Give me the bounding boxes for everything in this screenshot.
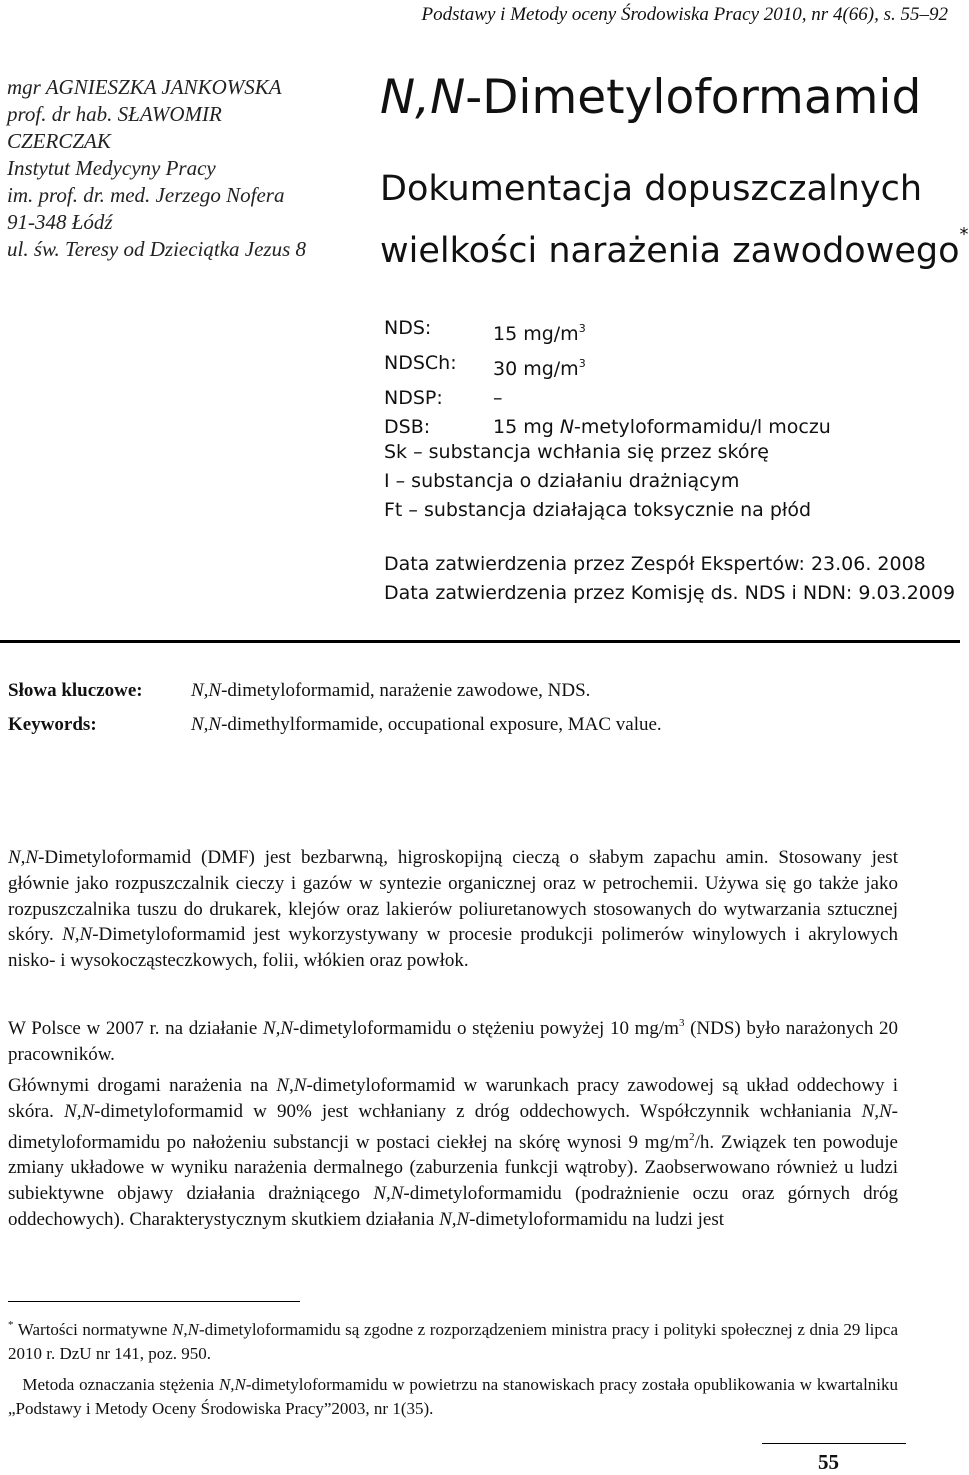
p1-text-a: -Dimetyloformamid (DMF) jest bezbarwną, higroskopijną cieczą o słabym zapachu amin. Stosowany jest głównie jako rozpuszczalnik cieczy i gazów w syntezie organicznej oraz w petrochemii. Używa się go także jako rozpuszczalnika tuszu do drukarek, klejów oraz lakierów poliuretanowych stosowanych do wytwarzania sztucznej skóry. xyxy=(8,847,898,946)
dsb-rest: -metyloformamidu/l moczu xyxy=(574,416,831,438)
p2-superscript: 3 xyxy=(678,1017,685,1029)
approval-date-commission: Data zatwierdzenia przez Komisję ds. NDS i NDN: 9.03.2009 xyxy=(384,582,956,604)
p3-superscript: 2 xyxy=(689,1130,695,1143)
page-number-rule xyxy=(762,1443,906,1444)
nn-italic: N,N xyxy=(8,847,39,868)
keywords-labels xyxy=(8,674,143,742)
nn-italic: N,N xyxy=(276,1075,307,1096)
fn2-text-a: Metoda oznaczania stężenia xyxy=(22,1375,219,1394)
keywords-pl-label: Słowa kluczowe: xyxy=(8,680,143,701)
author-line: prof. dr hab. SŁAWOMIR xyxy=(7,102,222,126)
substance-notations xyxy=(384,438,811,525)
body-paragraph-3 xyxy=(8,1073,898,1233)
cube-superscript: 3 xyxy=(578,322,586,335)
ndsp-value: – xyxy=(493,387,503,409)
nn-italic: N,N xyxy=(191,714,222,735)
approval-dates xyxy=(384,550,955,608)
footnote-marker: * xyxy=(959,224,969,245)
nn-italic: N,N xyxy=(62,924,93,946)
nds-row xyxy=(384,314,831,349)
footnote-1 xyxy=(8,1313,898,1366)
dsb-italic: N xyxy=(559,416,575,438)
ndsch-value-text: 30 mg/m xyxy=(493,358,579,380)
document-subtitle xyxy=(380,166,969,274)
notation-ft: Ft – substancja działająca toksycznie na płód xyxy=(384,499,812,521)
keywords-pl-value xyxy=(191,674,662,708)
approval-date-experts: Data zatwierdzenia przez Zespół Ekspertów: 23.06. 2008 xyxy=(384,553,926,575)
ndsp-row xyxy=(384,384,831,413)
p2-text-c: (NDS) było narażonych 20 pracowników. xyxy=(8,1018,898,1065)
keywords-pl-text: -dimetyloformamid, narażenie zawodowe, NDS. xyxy=(221,680,591,701)
nn-italic: N,N xyxy=(439,1208,470,1230)
p3-text-f: -dimetyloformamidu (podrażnienie oczu oraz górnych dróg oddechowych). Charakterystycznym skutkiem działania xyxy=(8,1183,899,1230)
keywords-en-label: Keywords: xyxy=(8,714,97,735)
title-rest: -Dimetyloformamid xyxy=(465,70,922,125)
author-line: mgr AGNIESZKA JANKOWSKA xyxy=(7,75,282,99)
ndsch-value xyxy=(493,349,586,384)
notation-sk: Sk – substancja wchłania się przez skórę xyxy=(384,441,769,463)
p3-text-d: -dimetyloformamidu po nałożeniu substancji w postaci ciekłej na skórę wynosi 9 mg/m xyxy=(8,1100,898,1153)
keywords-en-value xyxy=(191,708,662,742)
nds-label: NDS: xyxy=(384,317,432,339)
title-prefix: N,N xyxy=(380,70,466,125)
dsb-prefix: 15 mg xyxy=(493,416,560,438)
author-line: ul. św. Teresy od Dzieciątka Jezus 8 xyxy=(7,237,307,261)
author-line: im. prof. dr. med. Jerzego Nofera xyxy=(7,183,285,207)
nn-italic: N,N xyxy=(64,1100,95,1122)
subtitle-line-2-text: wielkości narażenia zawodowego xyxy=(380,231,960,271)
ndsch-row xyxy=(384,349,831,384)
dsb-label: DSB: xyxy=(384,416,431,438)
subtitle-line-2 xyxy=(380,212,969,274)
document-title xyxy=(380,70,921,126)
keywords-values xyxy=(191,674,662,742)
author-line: Instytut Medycyny Pracy xyxy=(7,156,216,180)
body-paragraph-1 xyxy=(8,845,898,974)
ndsp-label: NDSP: xyxy=(384,387,443,409)
body-paragraph-2 xyxy=(8,1011,898,1068)
keywords-en-text: -dimethylformamide, occupational exposure, MAC value. xyxy=(221,714,662,735)
fn1-text-a: Wartości normatywne xyxy=(13,1320,172,1339)
p3-text-b: -dimetyloformamid w warunkach pracy zawodowej są układ oddechowy i skóra. xyxy=(8,1075,898,1122)
footnote-divider xyxy=(8,1301,300,1302)
p2-text-a: W Polsce w 2007 r. na działanie xyxy=(8,1018,263,1039)
subtitle-line-1: Dokumentacja dopuszczalnych xyxy=(380,169,923,209)
footnote-marker: * xyxy=(8,1319,14,1331)
p1-text-b: -Dimetyloformamid jest wykorzystywany w procesie produkcji polimerów winylowych i akrylowych nisko- i wysokocząsteczkowych, folii, włókien oraz powłok. xyxy=(8,924,898,972)
nn-italic: N,N xyxy=(262,1018,294,1039)
section-divider xyxy=(0,640,960,643)
fn1-text-b: -dimetyloformamidu są zgodne z rozporządzeniem ministra pracy i polityki społecznej z dnia 29 lipca 2010 r. DzU nr 141, poz. 950. xyxy=(8,1320,898,1363)
p3-text-g: -dimetyloformamidu na ludzi jest xyxy=(469,1208,725,1230)
page-number: 55 xyxy=(818,1450,839,1474)
nn-italic: N,N xyxy=(373,1183,404,1205)
notation-i: I – substancja o działaniu drażniącym xyxy=(384,470,740,492)
nn-italic: N,N xyxy=(861,1100,892,1122)
nn-italic: N,N xyxy=(191,680,222,701)
footnote-2 xyxy=(8,1373,898,1421)
journal-citation: Podstawy i Metody oceny Środowiska Pracy 2010, nr 4(66), s. 55–92 xyxy=(421,4,948,25)
p3-text-e: /h. Związek ten powoduje zmiany układowe w wyniku narażenia dermalnego (zaburzenia funkcji wątroby). Zaobserwowano również u ludzi subiektywne objawy działania drażniącego xyxy=(8,1131,898,1205)
nn-italic: N,N xyxy=(172,1320,199,1339)
nn-italic: N,N xyxy=(218,1375,246,1394)
ndsch-label: NDSCh: xyxy=(384,352,457,374)
p3-text-c: -dimetyloformamid w 90% jest wchłaniany z dróg oddechowych. Współczynnik wchłaniania xyxy=(94,1100,862,1122)
p2-text-b: -dimetyloformamidu o stężeniu powyżej 10 mg/m xyxy=(293,1018,679,1039)
author-line: CZERCZAK xyxy=(7,129,111,153)
cube-superscript: 3 xyxy=(578,357,586,370)
fn2-text-b: -dimetyloformamidu w powietrzu na stanowiskach pracy została opublikowania w kwartalniku „Podstawy i Metody Oceny Środowiska Pracy”2003, nr 1(35). xyxy=(8,1375,899,1418)
nds-value-text: 15 mg/m xyxy=(493,323,579,345)
author-line: 91-348 Łódź xyxy=(7,210,113,234)
exposure-limits xyxy=(384,314,831,442)
p3-text-a: Głównymi drogami narażenia na xyxy=(8,1075,277,1096)
author-affiliation xyxy=(7,74,357,263)
nds-value xyxy=(493,314,586,349)
